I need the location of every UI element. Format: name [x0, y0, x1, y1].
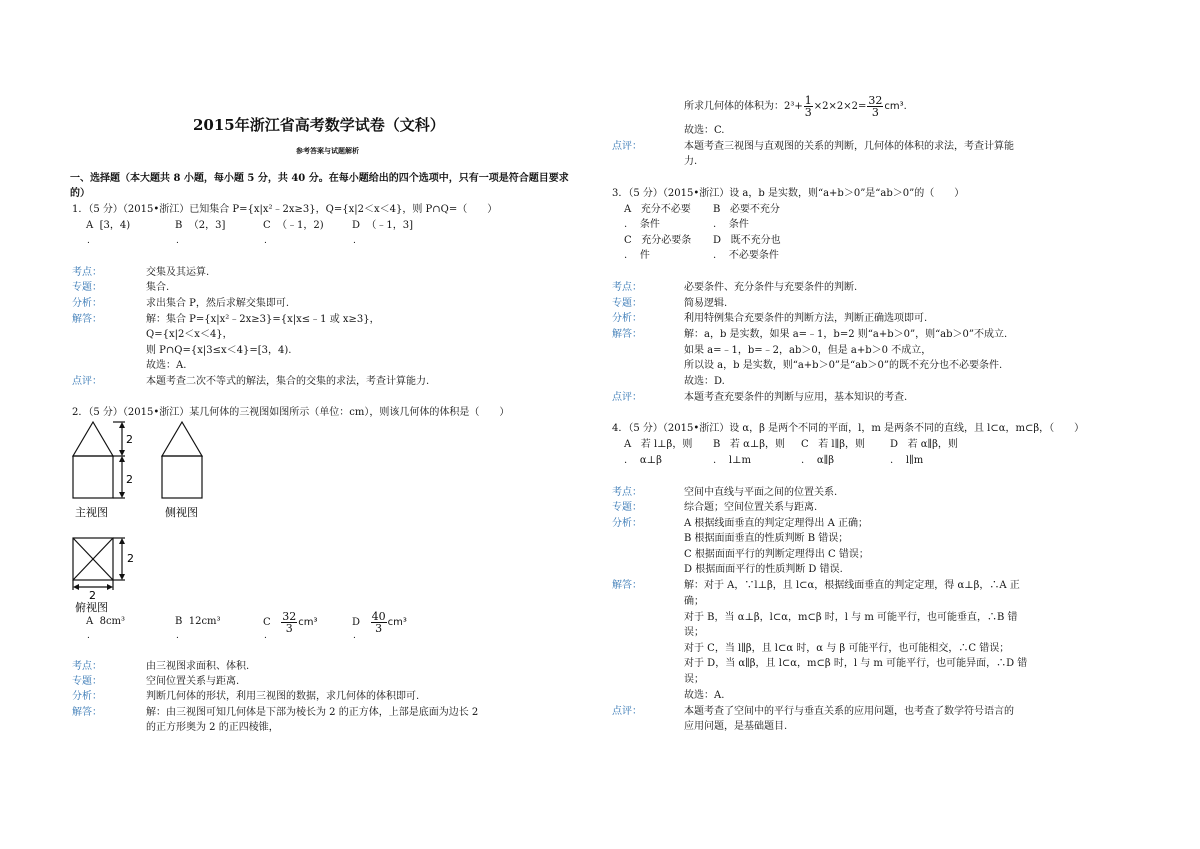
option-letter: D — [890, 439, 899, 450]
option-letter: A — [624, 204, 632, 215]
front-view-drawing — [73, 422, 125, 498]
q4-zhuanti-label: 专题： — [612, 502, 642, 513]
q4-stem: 4．（5 分）（2015•浙江）设 α，β 是两个不同的平面，l，m 是两条不同的直线，且 l⊂α，m⊂β，（ ） — [612, 423, 1085, 434]
dot-mark: . — [176, 236, 179, 246]
option-letter: B — [175, 616, 183, 627]
q4-option-c — [801, 438, 865, 451]
q4-option-b-cont: . l⊥m — [713, 455, 751, 466]
q2-dianping-line: 力. — [684, 156, 698, 167]
q3-dianping: 本题考查充要条件的判断与应用，基本知识的考查. — [684, 392, 908, 403]
q2-volume-line — [684, 95, 907, 118]
q1-jieda-label: 解答： — [72, 314, 102, 325]
dot-mark: . — [353, 631, 356, 641]
q2-jieda-label: 解答： — [72, 707, 102, 718]
q1-stem: 1．（5 分）（2015•浙江）已知集合 P={x|x²﹣2x≥3}，Q={x|2＜x＜4}，则 P∩Q=（ ） — [72, 204, 498, 215]
q4-kaodian: 空间中直线与平面之间的位置关系. — [684, 487, 838, 498]
q1-jieda-line: 解：集合 P={x|x²﹣2x≥3}={x|x≤﹣1 或 x≥3}， — [146, 314, 380, 325]
q2-option-b — [175, 615, 221, 628]
q1-jieda-line: Q={x|2＜x＜4}， — [146, 329, 233, 340]
q1-zhuanti-label: 专题： — [72, 282, 102, 293]
q3-fenxi-label: 分析： — [612, 313, 642, 324]
q4-fenxi-line: C 根据面面平行的判断定理得出 C 错误； — [684, 549, 869, 560]
q1-zhuanti: 集合. — [146, 282, 170, 293]
q3-jieda-line: 如果 a=﹣1，b=﹣2，ab＞0，但是 a+b＞0 不成立， — [684, 345, 932, 356]
q4-option-a-cont: . α⊥β — [624, 455, 662, 466]
q2-zhuanti: 空间位置关系与距离. — [146, 676, 240, 687]
unit: cm³ — [298, 617, 318, 628]
option-text: 必要不充分 — [729, 204, 780, 215]
option-letter: D — [713, 235, 722, 246]
three-view-figure — [70, 418, 300, 614]
option-text: l⊥m — [728, 455, 751, 466]
option-letter: A — [86, 616, 94, 627]
option-letter: A — [624, 439, 632, 450]
option-text: α∥β — [816, 455, 835, 466]
option-text: 条件 — [728, 219, 749, 230]
dot-mark: . — [264, 236, 267, 246]
page-subtitle: 参考答案与试题解析 — [296, 146, 359, 155]
q1-jieda-line: 则 P∩Q={x|3≤x＜4}=[3，4). — [146, 345, 292, 356]
dot-mark: . — [353, 236, 356, 246]
q3-option-a — [624, 203, 691, 216]
q4-fenxi-line: D 根据面面平行的性质判断 D 错误. — [684, 564, 843, 575]
q4-jieda-line: 对于 B，当 α⊥β，l⊂α，m⊂β 时，l 与 m 可能平行，也可能垂直，∴B 错 — [684, 612, 1018, 623]
option-text: 若 l∥β，则 — [818, 439, 865, 450]
volume-prefix: 所求几何体的体积为：2³+ — [684, 101, 803, 112]
q1-fenxi-label: 分析： — [72, 298, 102, 309]
option-text: （﹣1，2) — [277, 220, 324, 231]
q3-kaodian-label: 考点： — [612, 282, 642, 293]
q2-option-c — [263, 611, 317, 634]
section-heading-line1: 一、选择题（本大题共 8 小题，每小题 5 分，共 40 分。在每小题给出的四个选项中，只有一项是符合题目要求 — [70, 173, 569, 184]
q4-jieda-line: 解：对于 A，∵l⊥β，且 l⊂α，根据线面垂直的判定定理，得 α⊥β，∴A 正 — [684, 580, 1020, 591]
option-text: 8cm³ — [99, 616, 126, 627]
q2-kaodian-label: 考点： — [72, 661, 102, 672]
q4-dianping-label: 点评： — [612, 706, 642, 717]
q4-zhuanti: 综合题；空间位置关系与距离. — [684, 502, 818, 513]
q3-zhuanti-label: 专题： — [612, 298, 642, 309]
q3-dianping-label: 点评： — [612, 392, 642, 403]
q3-option-c — [624, 234, 691, 247]
q1-option-b — [175, 219, 225, 232]
option-letter: B — [713, 204, 721, 215]
q4-jieda-line: 对于 C，当 l∥β，且 l⊂α 时，α 与 β 可能平行，也可能相交，∴C 错误； — [684, 643, 1010, 654]
option-text: 12cm³ — [188, 616, 221, 627]
q4-jieda-line: 对于 D，当 α∥β，且 l⊂α，m⊂β 时，l 与 m 可能平行，也可能异面，∴D 错 — [684, 658, 1028, 669]
q2-jieda-line: 的正方形奥为 2 的正四棱锥， — [146, 722, 279, 733]
q2-dianping-line: 本题考查三视图与直观图的关系的判断，几何体的体积的求法，考查计算能 — [684, 141, 1014, 152]
q4-fenxi-line: B 根据面面垂直的性质判断 B 错误； — [684, 533, 849, 544]
option-letter: A — [86, 220, 94, 231]
q4-option-b — [713, 438, 785, 451]
option-letter: C — [263, 220, 271, 231]
q3-jieda-line: 故选：D. — [684, 376, 725, 387]
dot-mark: . — [176, 631, 179, 641]
q3-jieda-label: 解答： — [612, 329, 642, 340]
q1-kaodian: 交集及其运算. — [146, 267, 210, 278]
q4-dianping-line: 本题考查了空间中的平行与垂直关系的应用问题，也考查了数学符号语言的 — [684, 706, 1014, 717]
q1-dianping: 本题考查二次不等式的解法，集合的交集的求法，考查计算能力. — [146, 376, 430, 387]
option-text: 充分不必要 — [640, 204, 691, 215]
option-text: （2，3] — [188, 220, 226, 231]
q3-kaodian: 必要条件、充分条件与充要条件的判断. — [684, 282, 858, 293]
q2-answer: 故选：C. — [684, 125, 725, 136]
dim-label: 2 — [126, 473, 133, 486]
q4-jieda-label: 解答： — [612, 580, 642, 591]
q1-option-d — [352, 219, 413, 232]
option-letter: B — [713, 439, 721, 450]
q3-option-b-cont: . 条件 — [713, 219, 749, 230]
option-text: 条件 — [639, 219, 660, 230]
option-letter: B — [175, 220, 183, 231]
q1-jieda-line: 故选：A. — [146, 360, 187, 371]
q3-zhuanti: 简易逻辑. — [684, 298, 728, 309]
q2-stem: 2．（5 分）（2015•浙江）某几何体的三视图如图所示（单位：cm），则该几何体的体积是（ ） — [72, 407, 510, 418]
q1-fenxi: 求出集合 P，然后求解交集即可. — [146, 298, 290, 309]
dot-mark: . — [87, 236, 90, 246]
q4-jieda-line: 误； — [684, 627, 704, 638]
front-view-label: 主视图 — [75, 506, 108, 519]
q4-kaodian-label: 考点： — [612, 487, 642, 498]
q4-fenxi-line: A 根据线面垂直的判定定理得出 A 正确； — [684, 518, 868, 529]
q2-dianping-label: 点评： — [612, 141, 642, 152]
option-text: 不必要条件 — [728, 250, 779, 261]
fraction: $\frac{1}{3}$ — [804, 94, 812, 119]
q2-option-d — [352, 611, 407, 634]
dim-label: 2 — [127, 552, 134, 565]
option-letter: C — [801, 439, 809, 450]
side-view-label: 侧视图 — [165, 506, 198, 519]
q1-option-a — [86, 219, 130, 232]
q2-zhuanti-label: 专题： — [72, 676, 102, 687]
q3-stem: 3．（5 分）（2015•浙江）设 a，b 是实数，则“a+b＞0”是“ab＞0”的（ ） — [612, 188, 965, 199]
volume-mid: ×2×2×2= — [813, 101, 867, 112]
q4-dianping-line: 应用问题，是基础题目. — [684, 721, 788, 732]
q2-fenxi-label: 分析： — [72, 691, 102, 702]
option-letter: C — [263, 617, 271, 628]
q4-jieda-line: 故选：A. — [684, 690, 725, 701]
q4-jieda-line: 误； — [684, 674, 704, 685]
side-view-drawing — [162, 422, 202, 498]
option-text: （﹣1，3] — [366, 220, 414, 231]
q4-fenxi-label: 分析： — [612, 518, 642, 529]
option-text: [3，4) — [99, 220, 131, 231]
q3-option-d-cont: . 不必要条件 — [713, 250, 779, 261]
q3-jieda-line: 解：a，b 是实数，如果 a=﹣1，b=2 则“a+b＞0”，则“ab＞0”不成立. — [684, 329, 1008, 340]
q3-option-b — [713, 203, 780, 216]
q4-option-d — [890, 438, 958, 451]
option-text: 充分必要条 — [641, 235, 692, 246]
option-letter: D — [352, 220, 361, 231]
q1-kaodian-label: 考点： — [72, 267, 102, 278]
q4-option-a — [624, 438, 692, 451]
top-view-label: 俯视图 — [75, 601, 108, 614]
q2-jieda-line: 解：由三视图可知几何体是下部为棱长为 2 的正方体，上部是底面为边长 2 — [146, 707, 479, 718]
q3-option-d — [713, 234, 781, 247]
option-text: 若 α∥β，则 — [907, 439, 958, 450]
fraction: $\frac{32}{3}$ — [868, 94, 883, 119]
q3-jieda-line: 所以设 a，b 是实数，则“a+b＞0”是“ab＞0”的既不充分也不必要条件. — [684, 360, 1003, 371]
unit: cm³. — [884, 101, 907, 112]
q2-kaodian: 由三视图求面积、体积. — [146, 661, 250, 672]
q3-option-a-cont: . 条件 — [624, 219, 660, 230]
q4-option-c-cont: . α∥β — [801, 455, 835, 466]
option-letter: D — [352, 617, 361, 628]
q4-option-d-cont: . l∥m — [890, 455, 924, 466]
dim-label: 2 — [89, 589, 96, 602]
q3-fenxi: 利用特例集合充要条件的判断方法，判断正确选项即可. — [684, 313, 928, 324]
q2-fenxi: 判断几何体的形状，利用三视图的数据，求几何体的体积即可. — [146, 691, 420, 702]
fraction: $\frac{32}{3}$ — [282, 610, 297, 635]
option-text: l∥m — [905, 455, 924, 466]
option-text: 若 α⊥β，则 — [729, 439, 786, 450]
option-text: 既不充分也 — [730, 235, 781, 246]
top-view-drawing — [73, 538, 125, 590]
page-title: 2015年浙江省高考数学试卷（文科） — [193, 116, 445, 134]
section-heading-line2: 的） — [70, 188, 90, 199]
q1-dianping-label: 点评： — [72, 376, 102, 387]
q4-jieda-line: 确； — [684, 596, 704, 607]
unit: cm³ — [387, 617, 407, 628]
fraction: $\frac{40}{3}$ — [371, 610, 386, 635]
dot-mark: . — [264, 631, 267, 641]
option-text: α⊥β — [639, 455, 662, 466]
q2-option-a — [86, 615, 125, 628]
option-text: 若 l⊥β，则 — [640, 439, 693, 450]
q1-option-c — [263, 219, 324, 232]
option-text: 件 — [639, 250, 650, 261]
dim-label: 2 — [126, 433, 133, 446]
q3-option-c-cont: . 件 — [624, 250, 650, 261]
dot-mark: . — [87, 631, 90, 641]
option-letter: C — [624, 235, 632, 246]
